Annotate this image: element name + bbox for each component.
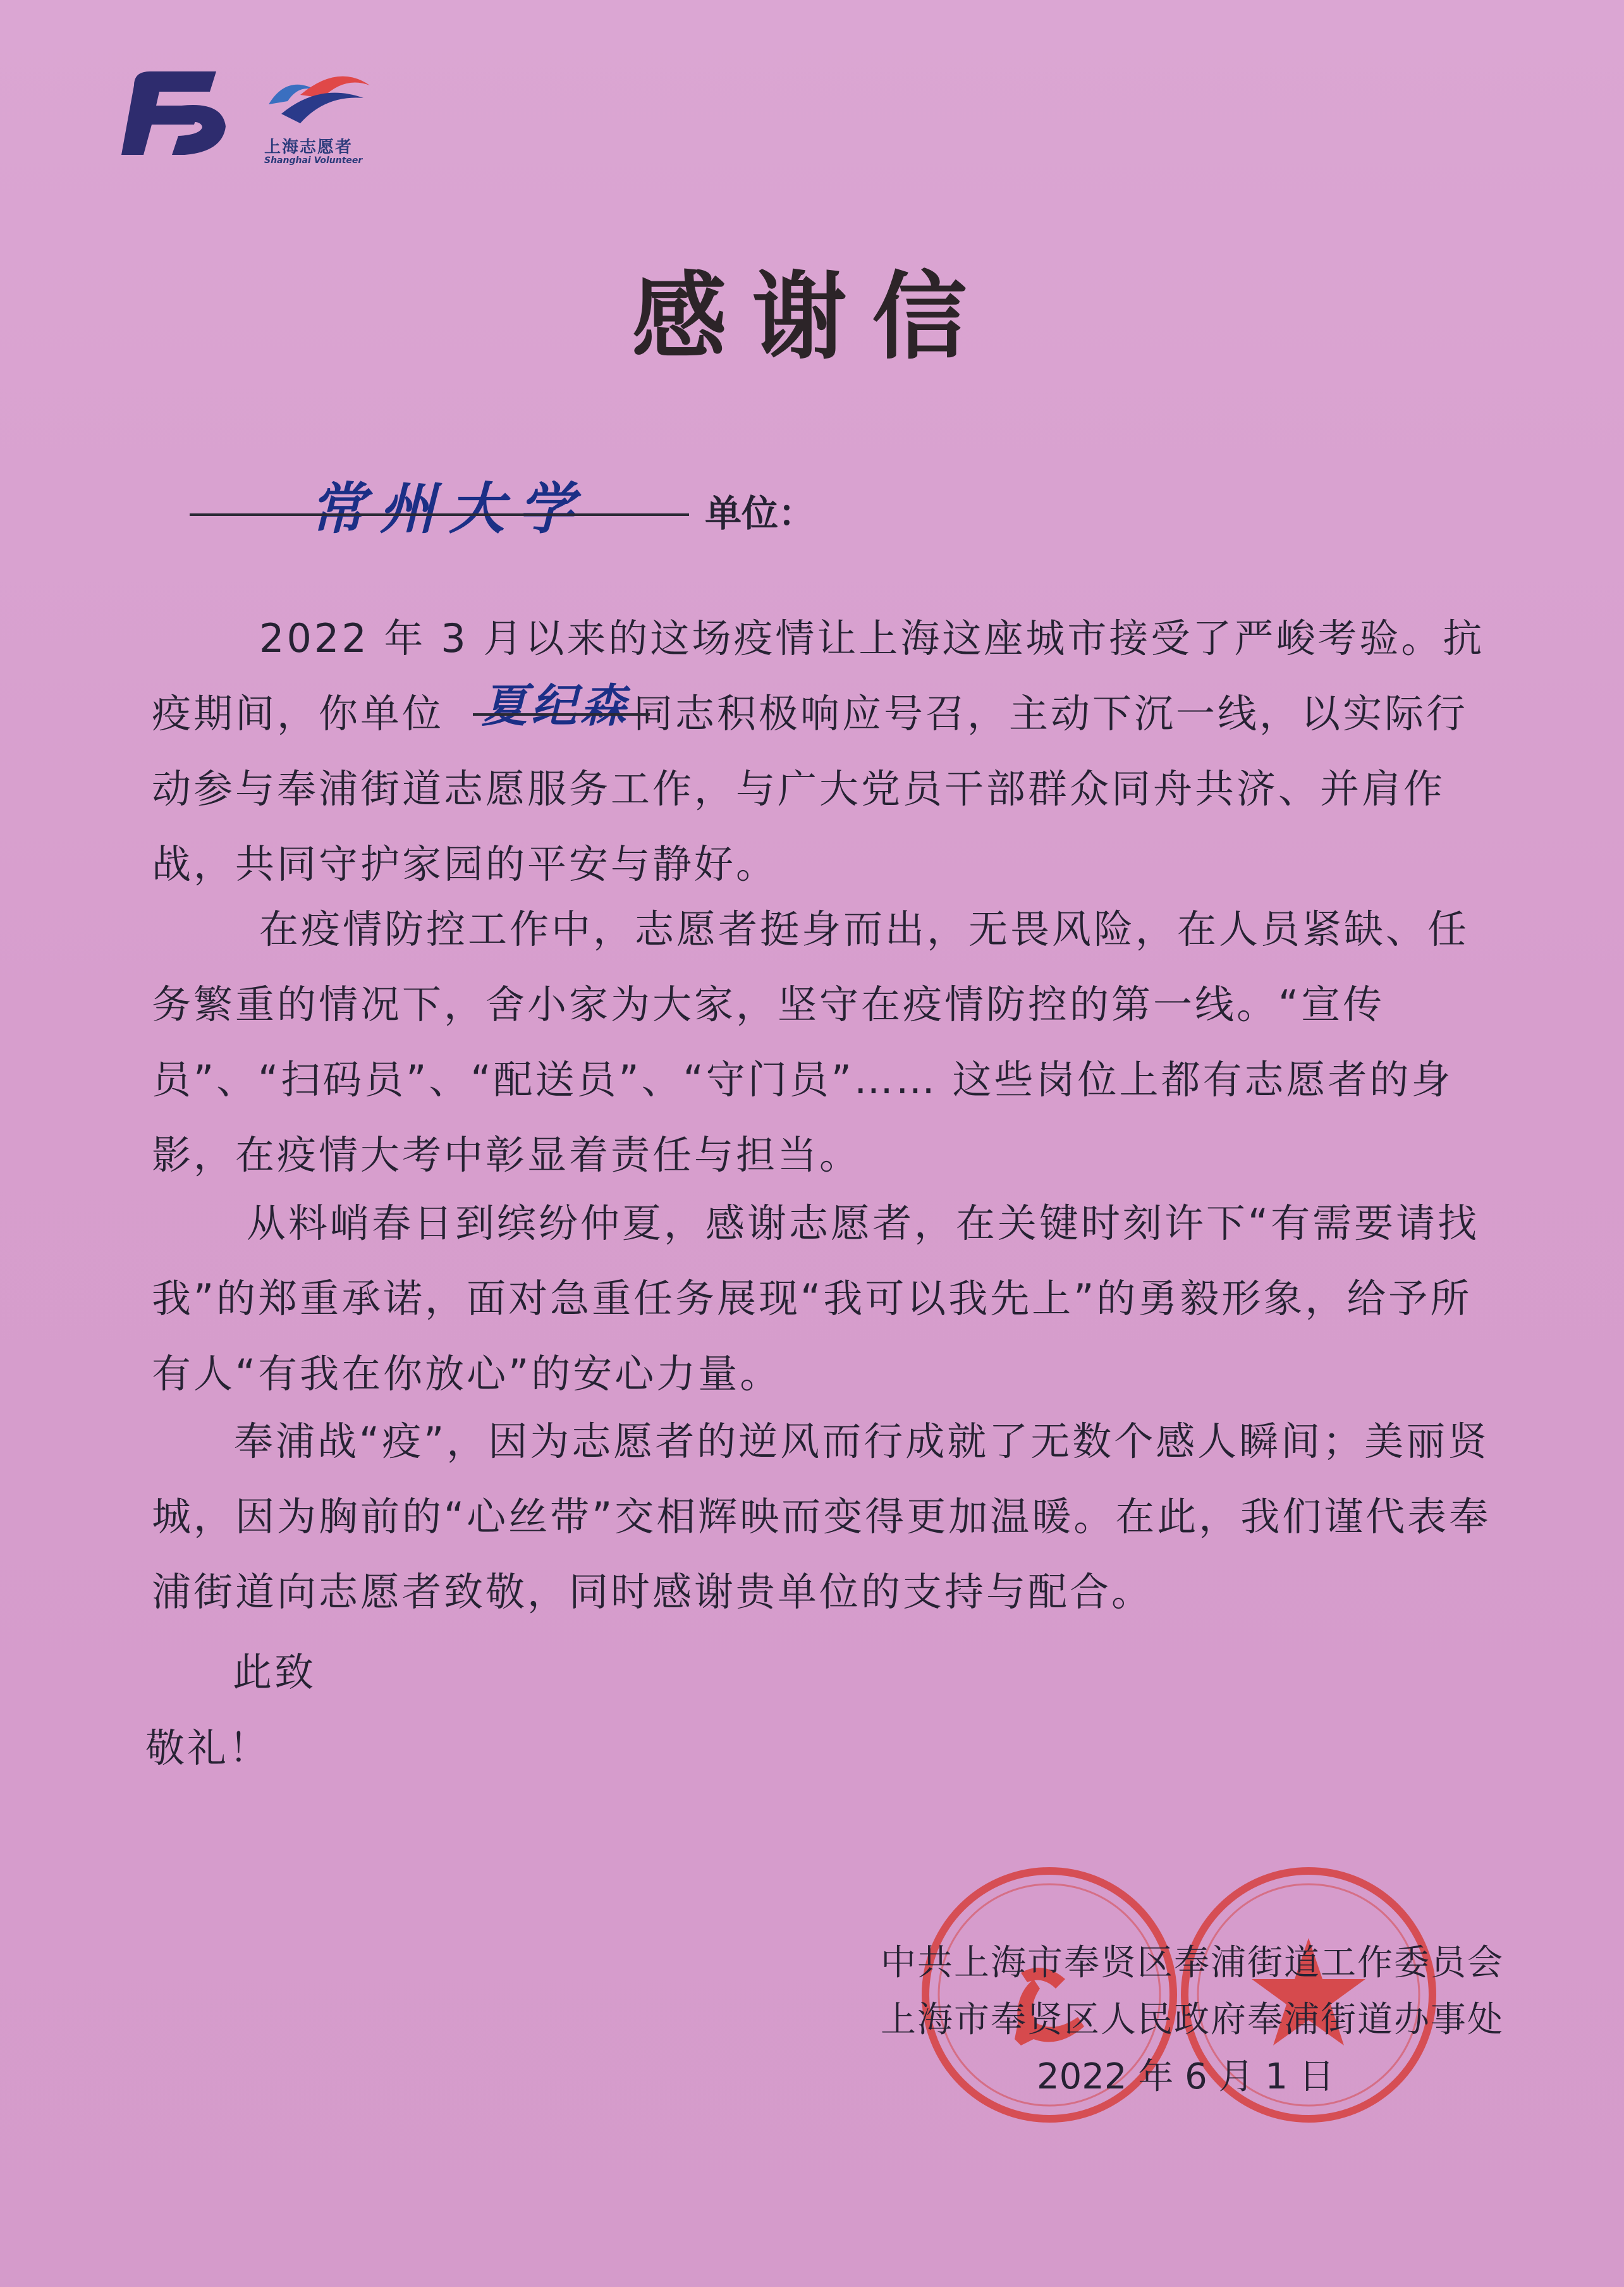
fengxian-f-logo-icon (121, 66, 229, 161)
closing-salutation: 此致 (233, 1649, 317, 1695)
paragraph-1-part-b: 同志积极响应号召，主动下沉一线，以实际行动参与奉浦街道志愿服务工作，与广大党员干部群众同舟共济、并肩作战，共同守护家园的平安与静好。 (152, 690, 1468, 887)
signature-org-2: 上海市奉贤区人民政府奉浦街道办事处 (881, 1999, 1504, 2040)
shanghai-volunteer-logo (262, 70, 382, 171)
volunteer-ribbon-icon (262, 70, 382, 133)
volunteer-logo-en: Shanghai Volunteer (264, 156, 363, 166)
closing-respect: 敬礼！ (145, 1725, 271, 1771)
handwritten-unit-name: 常州大学 (310, 475, 589, 541)
signature-org-1: 中共上海市奉贤区奉浦街道工作委员会 (881, 1942, 1504, 1983)
signature-date: 2022 年 6 月 1 日 (1037, 2056, 1334, 2097)
paragraph-2: 在疫情防控工作中，志愿者挺身而出，无畏风险，在人员紧缺、任务繁重的情况下，舍小家为大家，坚守在疫情防控的第一线。“宣传员”、“扫码员”、“配送员”、“守门员”…… 这些岗位上都有志愿者的身影，在疫情大考中彰显着责任与担当。 (152, 906, 1470, 1178)
handwritten-volunteer-name: 夏纪森 (482, 678, 630, 732)
paragraph-1 (152, 601, 1505, 902)
volunteer-logo-cn: 上海志愿者 (264, 138, 353, 157)
page-title: 感谢信 (632, 261, 992, 372)
unit-label: 单位： (705, 492, 815, 535)
paragraph-1-part-a: 2022 年 3 月以来的这场疫情让上海这座城市接受了严峻考验。抗疫期间，你单位 (152, 615, 1485, 737)
name-underline (473, 713, 650, 716)
unit-underline (190, 513, 689, 516)
paragraph-4: 奉浦战“疫”，因为志愿者的逆风而行成就了无数个感人瞬间；美丽贤城，因为胸前的“心丝带”交相辉映而变得更加温暖。在此，我们谨代表奉浦街道向志愿者致敬，同时感谢贵单位的支持与配合。 (152, 1418, 1491, 1615)
paragraph-3: 从料峭春日到缤纷仲夏，感谢志愿者，在关键时刻许下“有需要请找我”的郑重承诺，面对急重任务展现“我可以我先上”的勇毅形象，给予所有人“有我在你放心”的安心力量。 (152, 1200, 1480, 1397)
